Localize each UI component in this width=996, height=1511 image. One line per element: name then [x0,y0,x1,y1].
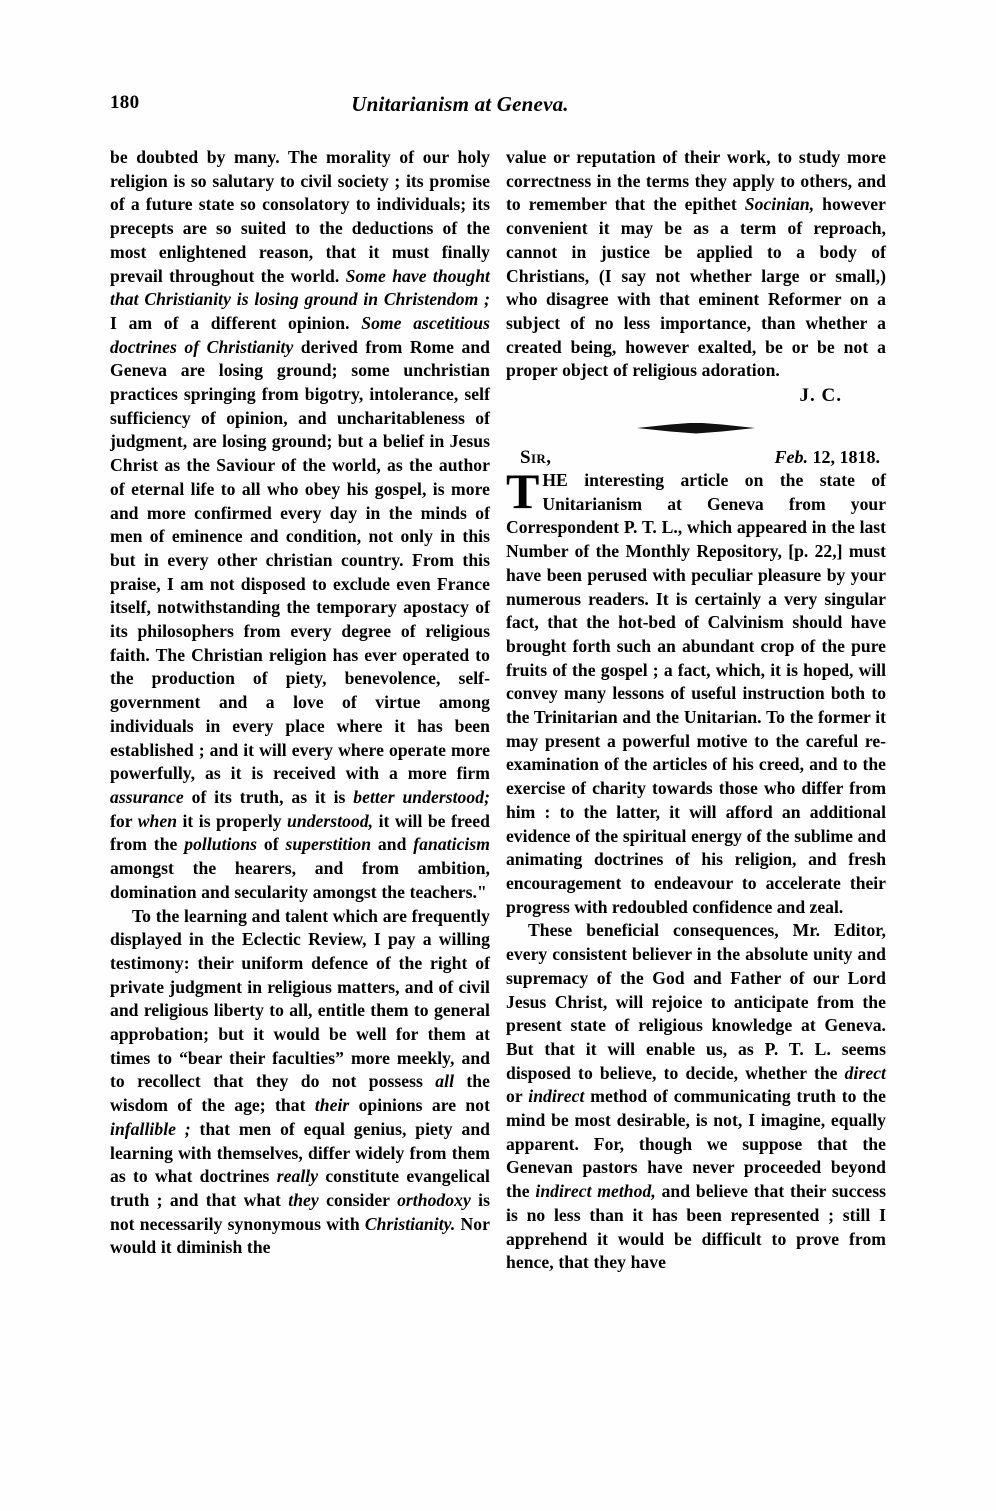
lozenge-ornament-icon [637,423,755,434]
emphasis: indirect method, [535,1181,656,1202]
date-day-year: 12, 1818. [808,447,880,468]
paragraph-continued: value or reputation of their work, to study more correctness in the terms they apply to others, and to remember that the epithet Socinian, however convenient it may be as a term of reproach, cannot in justice be applied to a body of Christians, (I say not whether large or small,) who disagree with that eminent Reformer on a subject of no less importance, than whether a created being, however exalted, be or be not a proper object of religious adoration. [506,147,886,381]
two-column-body [110,146,896,1456]
emphasis: Christianity. [364,1213,456,1234]
emphasis: pollutions [184,834,258,855]
paragraph-continued: be doubted by many. The morality of our holy religion is so salutary to civil society ; its promise of a future state so consolatory to individuals; its precepts are so suited to the deductions of the most enlightened reason, that it must finally prevail throughout the world. Some have thought that Christianity is losing ground in Christendom ; I am of a different opinion. Some ascetitious doctrines of Christianity derived from Rome and Geneva are losing ground; some unchristian practices springing from bigotry, intolerance, self sufficiency of opinion, and uncharitableness of judgment, are losing ground; but a belief in Jesus Christ as the Saviour of the world, as the author of eternal life to all who obey his gospel, is more and more confirmed every day in the minds of men of eminence and condition, not only in this but in every other christian country. From this praise, I am not disposed to exclude even France itself, notwithstanding the temporary apostacy of its philosophers from every degree of religious faith. The Christian religion has ever operated to the production of piety, benevolence, self-government and a love of virtue among individuals in every place where it has been established ; and it will every where operate more powerfully, as it is received with a more firm assurance of its truth, as it is better understood; for when it is properly understood, it will be freed from the pollutions of superstition and fanaticism amongst the hearers, and from ambition, domination and secularity amongst the teachers." [110,147,490,902]
emphasis: direct [844,1062,886,1083]
emphasis: fanaticism [413,834,490,855]
paragraph: To the learning and talent which are frequently displayed in the Eclectic Review, I pay a willing testimony: their uniform defence of the right of private judgment in religious matters, and of civil and religious liberty to all, entitle them to general approbation; but it would be well for them at times to “bear their faculties” more meekly, and to recollect that they do not possess all the wisdom of the age; that their opinions are not infallible ; that men of equal genius, piety and learning with themselves, differ widely from them as to what doctrines really constitute evangelical truth ; and that what they consider orthodoxy is not necessarily synonymous with Christianity. Nor would it diminish the [110,905,490,1258]
running-head [110,92,890,120]
column-left [110,146,490,1456]
emphasis: infallible ; [110,1118,191,1139]
paragraph: These beneficial consequences, Mr. Editor, every consistent believer in the absolute unity and supremacy of the God and Father of our Lord Jesus Christ, will rejoice to anticipate from the present state of religious knowledge at Geneva. But that it will enable us, as P. T. L. seems disposed to believe, to decide, whether the direct or indirect method of communicating truth to the mind be most desirable, is not, I imagine, equally apparent. For, though we suppose that the Genevan pastors have never proceeded beyond the indirect method, and believe that their success is no less than it has been represented ; still I apprehend it would be difficult to prove from hence, that they have [506,920,886,1273]
emphasis: Some ascetitious doctrines of Christianity [110,312,490,357]
column-right [506,146,886,1456]
letter-header [506,447,886,469]
emphasis: indirect [528,1086,585,1107]
section-divider [506,411,886,445]
emphasis: really [276,1166,319,1187]
emphasis: orthodoxy [397,1189,471,1210]
emphasis: understood, [287,810,374,831]
drop-cap: T [506,463,540,520]
emphasis: Socinian, [744,194,815,215]
emphasis: their [314,1095,350,1116]
emphasis: all [435,1071,455,1092]
emphasis: Some have thought that Christianity is losing ground in Christendom ; [110,265,490,310]
emphasis: better understood; [353,786,490,807]
page-title: Unitarianism at Geneva. [351,92,569,116]
article-opening-paragraph: THE interesting article on the state of Unitarianism at Geneva from your Correspondent P. T. L., which appeared in the last Number of the Monthly Repository, [p. 22,] must have been perused with peculiar pleasure by your numerous readers. It is certainly a very singular fact, that the hot-bed of Calvinism should have brought forth such an abundant crop of the pure fruits of the gospel ; a fact, which, it is hoped, will convey many lessons of useful instruction both to the Trinitarian and the Unitarian. To the former it may present a powerful motive to the careful re-examination of the articles of his creed, and to the exercise of charity towards those who differ from him : to the latter, it will afford an additional evidence of the spiritual energy of the sublime and animating doctrines of his religion, and fresh encouragement to endeavour to accelerate their progress with redoubled confidence and zeal. [506,463,886,917]
date-month: Feb. [774,447,808,468]
emphasis: assurance [110,786,184,807]
salutation: Sir, [520,447,552,469]
emphasis: superstition [285,834,372,855]
author-signature: J. C. [799,385,842,407]
page-number: 180 [110,92,140,113]
emphasis: they [288,1189,319,1210]
letter-date [775,447,881,468]
emphasis: when [137,810,178,831]
